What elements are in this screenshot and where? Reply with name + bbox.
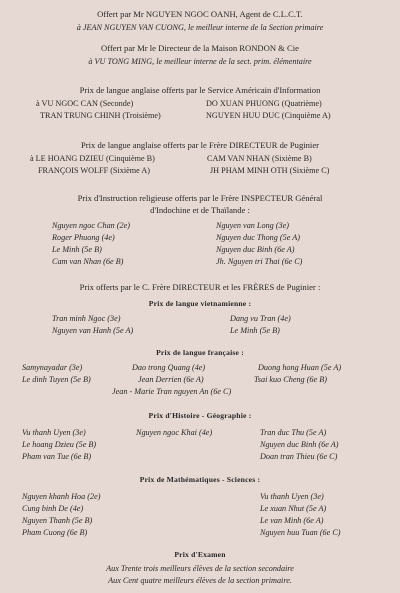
director-prizes-title: Prix offerts par le C. Frère DIRECTEUR et les FRÈRES de Puginier : bbox=[79, 282, 321, 292]
list-item: Nguyen duc Thong (5e A) bbox=[216, 233, 300, 242]
list-item: Dao trong Quang (4e) bbox=[132, 363, 206, 372]
list-item: Nguyen duc Binh (6e A) bbox=[260, 440, 339, 449]
list-item: Doan tran Thieu (6e C) bbox=[260, 452, 338, 461]
list-item: FRANÇOIS WOLFF (Sixième A) bbox=[38, 166, 150, 175]
list-item: Duong hong Huan (5e A) bbox=[258, 363, 342, 372]
list-item: Nguyen van Hanh (5e A) bbox=[52, 326, 134, 335]
religious-prize-title-cont: d'Indochine et de Thaïlande : bbox=[150, 205, 250, 215]
list-item: Nguyen ngoc Chan (2e) bbox=[52, 221, 130, 230]
list-item: Vu thanh Uyen (3e) bbox=[22, 428, 86, 437]
math-science-prize-heading: Prix de Mathématiques - Sciences : bbox=[139, 475, 261, 484]
list-item: Pham van Tue (6e B) bbox=[22, 452, 92, 461]
exam-prize-secondary: Aux Trente trois meilleurs élèves de la section secondaire bbox=[106, 564, 294, 573]
list-item: à LE HOANG DZIEU (Cinquième B) bbox=[30, 154, 155, 163]
list-item: Vu thanh Uyen (3e) bbox=[260, 492, 324, 501]
list-item: Le xuan Nhut (5e A) bbox=[260, 504, 327, 513]
prize-offer-oanh: Offert par Mr NGUYEN NGOC OANH, Agent de C.L.C.T. bbox=[97, 9, 303, 19]
list-item: Cam van Nhan (6e B) bbox=[52, 257, 124, 266]
list-item: Le van Minh (6e A) bbox=[260, 516, 324, 525]
english-prize-director-title: Prix de langue anglaise offerts par le Frère DIRECTEUR de Puginier bbox=[80, 140, 319, 150]
list-item: Le Minh (5e B) bbox=[52, 245, 102, 254]
list-item: à VU NGOC CAN (Seconde) bbox=[36, 99, 134, 108]
list-item: Nguyen van Long (3e) bbox=[216, 221, 289, 230]
list-item: Tran minh Ngoc (3e) bbox=[52, 314, 121, 323]
list-item: Nguyen duc Binh (6e A) bbox=[216, 245, 295, 254]
history-geography-prize-heading: Prix d'Histoire - Géographie : bbox=[148, 411, 252, 420]
exam-prize-primary: Aux Cent quatre meilleurs élèves de la section primaire. bbox=[108, 576, 292, 585]
list-item: TRAN TRUNG CHINH (Troisième) bbox=[40, 111, 161, 120]
list-item: Nguyen ngoc Khai (4e) bbox=[136, 428, 213, 437]
prize-offer-rondon: Offert par Mr le Directeur de la Maison RONDON & Cie bbox=[101, 43, 299, 53]
list-item: Nguyen huu Tuan (6e C) bbox=[260, 528, 341, 537]
list-item: Roger Phuong (4e) bbox=[52, 233, 115, 242]
list-item: DO XUAN PHUONG (Quatrième) bbox=[206, 99, 322, 108]
list-item: Le dinh Tuyen (5e B) bbox=[22, 375, 91, 384]
list-item: NGUYEN HUU DUC (Cinquième A) bbox=[206, 111, 331, 120]
french-prize-heading: Prix de langue française : bbox=[156, 348, 244, 357]
list-item: Le hoang Dzieu (5e B) bbox=[22, 440, 97, 449]
list-item: Dang vu Tran (4e) bbox=[230, 314, 291, 323]
list-item: Le Minh (5e B) bbox=[230, 326, 280, 335]
list-item: CAM VAN NHAN (Sixième B) bbox=[207, 154, 312, 163]
english-prize-usis-title: Prix de langue anglaise offerts par le Service Américain d'Information bbox=[79, 85, 321, 95]
list-item: Samynayadar (3e) bbox=[22, 363, 83, 372]
list-item: Tsai kuo Cheng (6e B) bbox=[254, 375, 327, 384]
vietnamese-prize-heading: Prix de langue vietnamienne : bbox=[148, 299, 252, 308]
list-item: Jean - Marie Tran nguyen An (6e C) bbox=[112, 387, 232, 396]
list-item: Cung binh De (4e) bbox=[22, 504, 84, 513]
list-item: Nguyen Thanh (5e B) bbox=[22, 516, 93, 525]
list-item: Jean Derrien (6e A) bbox=[138, 375, 204, 384]
list-item: JH PHAM MINH OTH (Sixième C) bbox=[210, 166, 330, 175]
exam-prize-heading: Prix d'Examen bbox=[174, 550, 226, 559]
list-item: Nguyen khanh Hoa (2e) bbox=[22, 492, 101, 501]
list-item: Pham Cuong (6e B) bbox=[22, 528, 88, 537]
prize-recipient-ming: à VU TONG MING, le meilleur interne de la sect. prim. élémentaire bbox=[88, 57, 312, 66]
list-item: Tran duc Thu (5e A) bbox=[260, 428, 327, 437]
list-item: Jh. Nguyen tri Thai (6e C) bbox=[216, 257, 303, 266]
religious-prize-title: Prix d'Instruction religieuse offerts par le Frère INSPECTEUR Général bbox=[77, 193, 323, 203]
prize-recipient-cuong: à JEAN NGUYEN VAN CUONG, le meilleur interne de la Section primaire bbox=[76, 23, 324, 32]
